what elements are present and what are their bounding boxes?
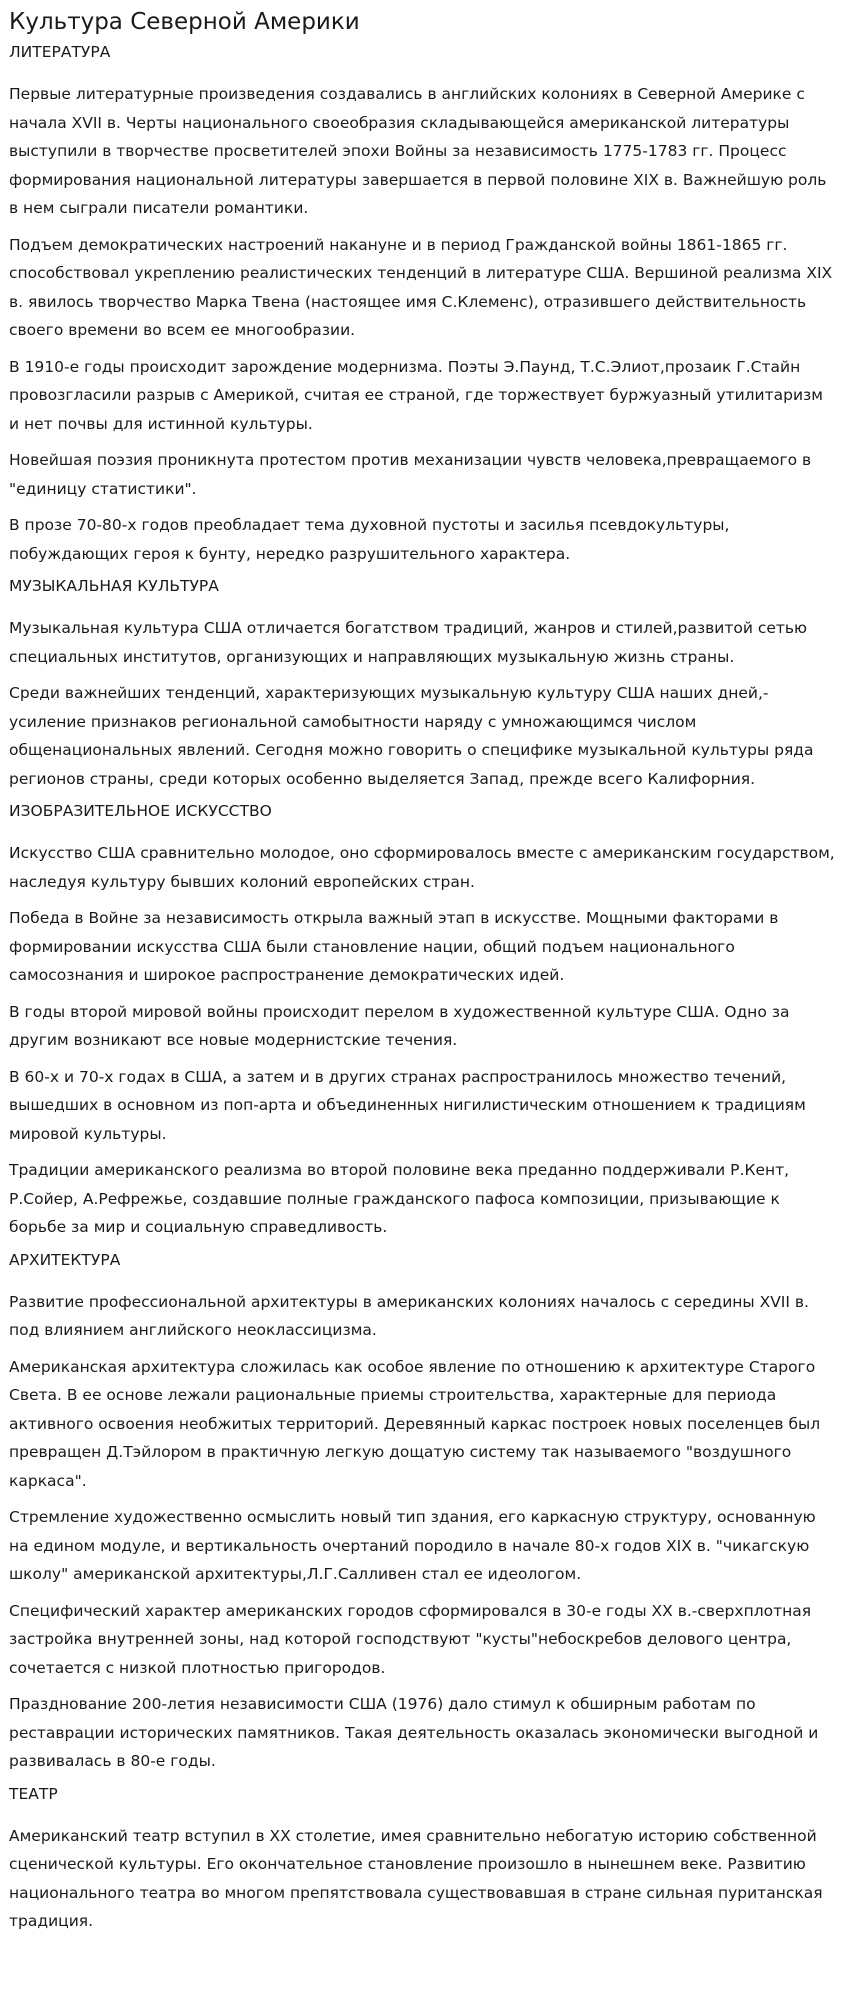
paragraph: Стремление художественно осмыслить новый тип здания, его каркасную структуру, основанную на едином модуле, и вертикальность очертаний породило в начале 80-х годов XIX в. "чикагскую школу" американской архитектуры,Л.Г.Салливен стал ее идеологом. (9, 1508, 816, 1583)
paragraph: Музыкальная культура США отличается богатством традиций, жанров и стилей,развитой сетью специальных институтов, организующих и направляющих музыкальную жизнь страны. (9, 619, 808, 666)
section-heading: ЛИТЕРАТУРА (9, 43, 111, 61)
paragraph: В годы второй мировой войны происходит перелом в художественной культуре США. Одно за другим возникают все новые модернистские течения. (9, 1002, 790, 1049)
section-theatre (9, 1784, 835, 1936)
paragraph: Победа в Войне за независимость открыла важный этап в искусстве. Мощными факторами в формировании искусства США были становление нации, общий подъем национального самосознания и широкое распространение демократических идей. (9, 909, 779, 984)
paragraph: Традиции американского реализма во второй половине века преданно поддерживали Р.Кент, Р.Сойер, А.Рефрежье, создавшие полные гражданского пафоса композиции, призывающие к борьбе за мир и социальную справедливость. (9, 1161, 790, 1236)
section-heading: МУЗЫКАЛЬНАЯ КУЛЬТУРА (9, 577, 219, 595)
paragraph: Новейшая поэзия проникнута протестом против механизации чувств человека,превращаемого в "единицу статистики". (9, 451, 812, 498)
section-heading: АРХИТЕКТУРА (9, 1250, 121, 1269)
section-architecture (9, 1250, 835, 1776)
section-heading: ИЗОБРАЗИТЕЛЬНОЕ ИСКУССТВО (9, 802, 272, 820)
paragraph: Подъем демократических настроений накануне и в период Гражданской войны 1861-1865 гг. способствовал укреплению реалистических тенденций в литературе США. Вершиной реализма XIX в. явилось творчество Марка Твена (настоящее имя С.Клеменс), отразившего действительность своего времени во всем ее многообразии. (9, 235, 833, 339)
section-literature (9, 42, 835, 568)
paragraph: Среди важнейших тенденций, характеризующих музыкальную культуру США наших дней,- усиление признаков региональной самобытности наряду с умножающимся числом общенациональных явлений. Сегодня можно говорить о специфике музыкальной культуры ряда регионов страны, среди которых особенно выделяется Запад, прежде всего Калифорния. (9, 684, 814, 788)
paragraph: В прозе 70-80-х годов преобладает тема духовной пустоты и засилья псевдокультуры, побуждающих героя к бунту, нередко разрушительного характера. (9, 516, 730, 563)
section-fine-art (9, 801, 835, 1242)
paragraph: Американский театр вступил в XX столетие, имея сравнительно небогатую историю собственной сценической культуры. Его окончательное становление произошло в нынешнем веке. Развитию национального театра во многом препятствовала существовавшая в стране сильная пуританская традиция. (9, 1826, 823, 1930)
paragraph: В 60-х и 70-х годах в США, а затем и в других странах распространилось множество течений, вышедших в основном из поп-арта и объединенных нигилистическим отношением к традициям мировой культуры. (9, 1067, 806, 1143)
paragraph: Специфический характер американских городов сформировался в 30-е годы XX в.-сверхплотная застройка внутренней зоны, над которой господствуют "кусты"небоскребов делового центра, сочетается с низкой плотностью пригородов. (9, 1601, 812, 1677)
paragraph: Искусство США сравнительно молодое, оно сформировалось вместе с американским государством, наследуя культуру бывших колоний европейских стран. (9, 844, 835, 891)
section-music (9, 576, 835, 793)
section-heading: ТЕАТР (9, 1784, 58, 1803)
page-title: Культура Северной Америки (9, 9, 360, 35)
paragraph: Американская архитектура сложилась как особое явление по отношению к архитектуре Старого Света. В ее основе лежали рациональные приемы строительства, характерные для периода активного освоения необжитых территорий. Деревянный каркас построек новых поселенцев был превращен Д.Тэйлором в практичную легкую дощатую систему так называемого "воздушного каркаса". (9, 1357, 821, 1490)
paragraph: В 1910-е годы происходит зарождение модернизма. Поэты Э.Паунд, Т.С.Элиот,прозаик Г.Стайн провозгласили разрыв с Америкой, считая ее страной, где торжествует буржуазный утилитаризм и нет почвы для истинной культуры. (9, 357, 823, 433)
paragraph: Развитие профессиональной архитектуры в американских колониях началось с середины XVII в. под влиянием английского неоклассицизма. (9, 1292, 809, 1339)
paragraph: Празднование 200-летия независимости США (1976) дало стимул к обширным работам по реставрации исторических памятников. Такая деятельность оказалась экономически выгодной и развивалась в 80-е годы. (9, 1695, 819, 1770)
paragraph: Первые литературные произведения создавались в английских колониях в Северной Америке с начала XVII в. Черты национального своеобразия складывающейся американской литературы выступили в творчестве просветителей эпохи Войны за независимость 1775-1783 гг. Процесс формирования национальной литературы завершается в первой половине XIX в. Важнейшую роль в нем сыграли писатели романтики. (9, 85, 827, 217)
